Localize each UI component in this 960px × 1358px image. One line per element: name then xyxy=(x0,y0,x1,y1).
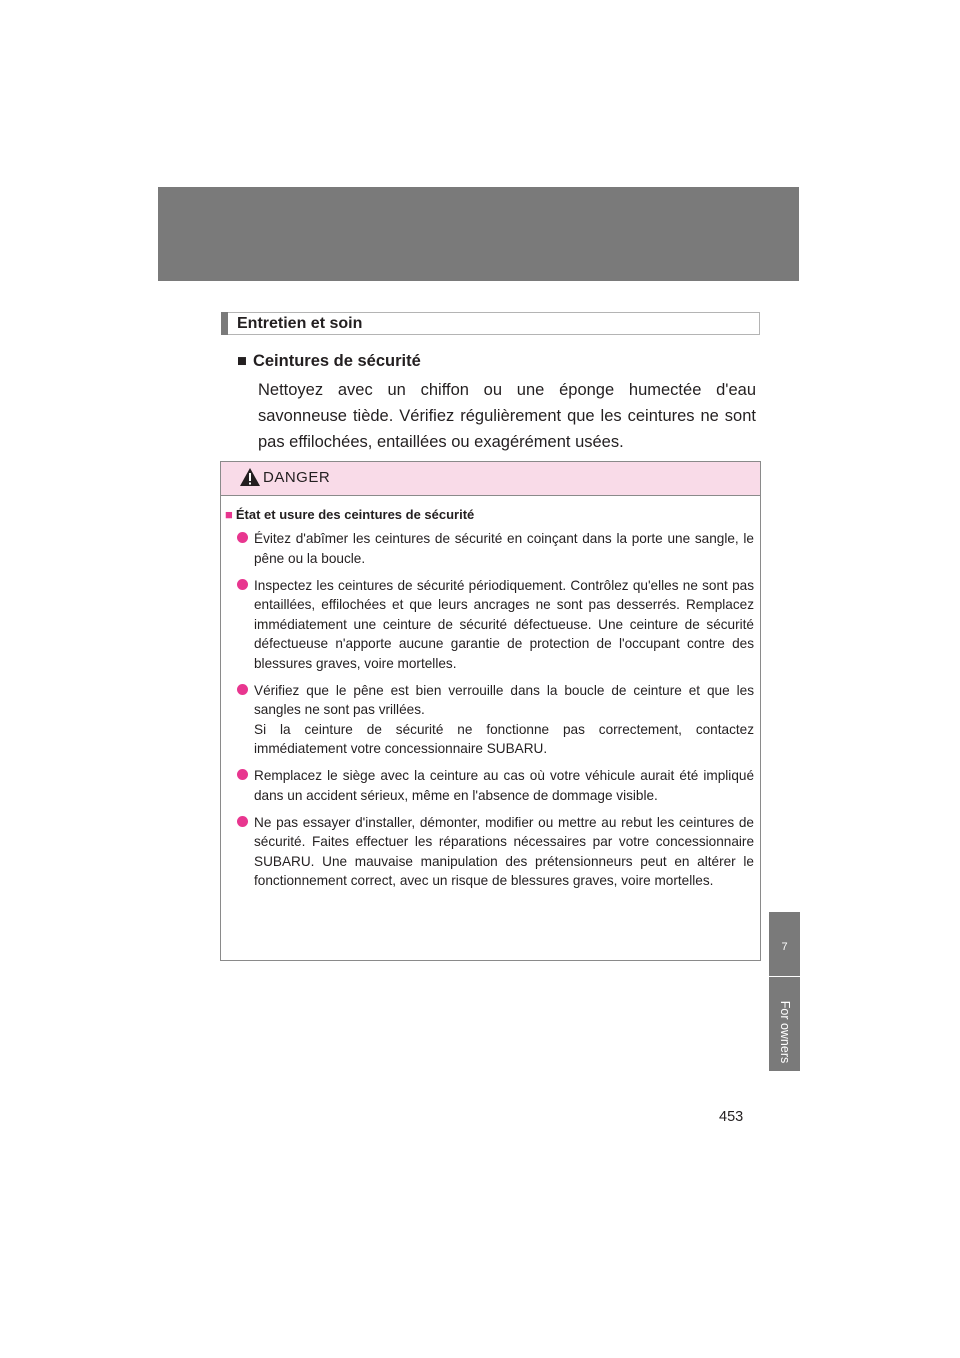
pink-dot-icon xyxy=(237,579,248,590)
danger-list xyxy=(237,529,754,898)
section-heading xyxy=(221,312,760,335)
pink-dot-icon xyxy=(237,769,248,780)
danger-item-text: Remplacez le siège avec la ceinture au cas où votre véhicule aurait été impliqué dans un accident sérieux, même en l'absence de dommage visible. xyxy=(254,768,754,803)
danger-item-text: Vérifiez que le pêne est bien verrouille dans la boucle de ceinture et que les sangles ne sont pas vrillées. xyxy=(254,682,754,717)
danger-label: DANGER xyxy=(263,469,331,486)
danger-list-item xyxy=(237,681,754,759)
chapter-label: For owners xyxy=(778,1000,792,1064)
danger-item-text: Inspectez les ceintures de sécurité périodiquement. Contrôlez qu'elles ne sont pas entaillées, effilochées et que leurs ancrages ne sont pas desserrés. Remplacez immédiatement une ceinture de sécurité défectueuse. Une ceinture de sécurité défectueuse n'apporte aucune garantie de protection de l'occupant contre des blessures graves, voire mortelles. xyxy=(254,577,754,671)
chapter-tab-divider xyxy=(769,976,800,977)
section-heading-bar xyxy=(221,312,228,335)
pink-dot-icon xyxy=(237,684,248,695)
danger-box xyxy=(220,461,761,961)
danger-title-text: État et usure des ceintures de sécurité xyxy=(235,507,475,522)
danger-list-item xyxy=(237,576,754,674)
danger-list-item xyxy=(237,766,754,805)
section-title: Entretien et soin xyxy=(237,315,363,332)
subsection-title: Ceintures de sécurité xyxy=(252,352,421,370)
header-band xyxy=(158,187,799,281)
chapter-number: 7 xyxy=(781,941,788,953)
warning-triangle-icon xyxy=(239,467,261,492)
pink-dot-icon xyxy=(237,816,248,827)
square-bullet-icon: ■ xyxy=(225,507,233,522)
danger-title xyxy=(225,507,474,522)
danger-list-item xyxy=(237,813,754,891)
danger-item-text-continued: Si la ceinture de sécurité ne fonctionne pas correctement, contactez immédiatement votre concessionnaire SUBARU. xyxy=(254,721,754,756)
square-bullet-icon: ■ xyxy=(237,352,247,370)
danger-item-text: Ne pas essayer d'installer, démonter, modifier ou mettre au rebut les ceintures de sécurité. Faites effectuer les réparations nécessaires par votre concessionnaire SUBARU. Une mauvaise manipulation des prétensionneurs peut en altérer le fonctionnement correct, avec un risque de blessures graves, voire mortelles. xyxy=(254,814,754,888)
danger-item-text: Évitez d'abîmer les ceintures de sécurité en coinçant dans la porte une sangle, le pêne ou la boucle. xyxy=(254,531,754,566)
page-number: 453 xyxy=(719,1109,744,1125)
danger-list-item xyxy=(237,529,754,568)
body-paragraph: Nettoyez avec un chiffon ou une éponge humectée d'eau savonneuse tiède. Vérifiez régulièrement que les ceintures ne sont pas effilochées, entaillées ou exagérément usées. xyxy=(258,381,756,451)
pink-dot-icon xyxy=(237,532,248,543)
danger-header xyxy=(221,462,760,496)
subsection-heading xyxy=(237,352,421,371)
